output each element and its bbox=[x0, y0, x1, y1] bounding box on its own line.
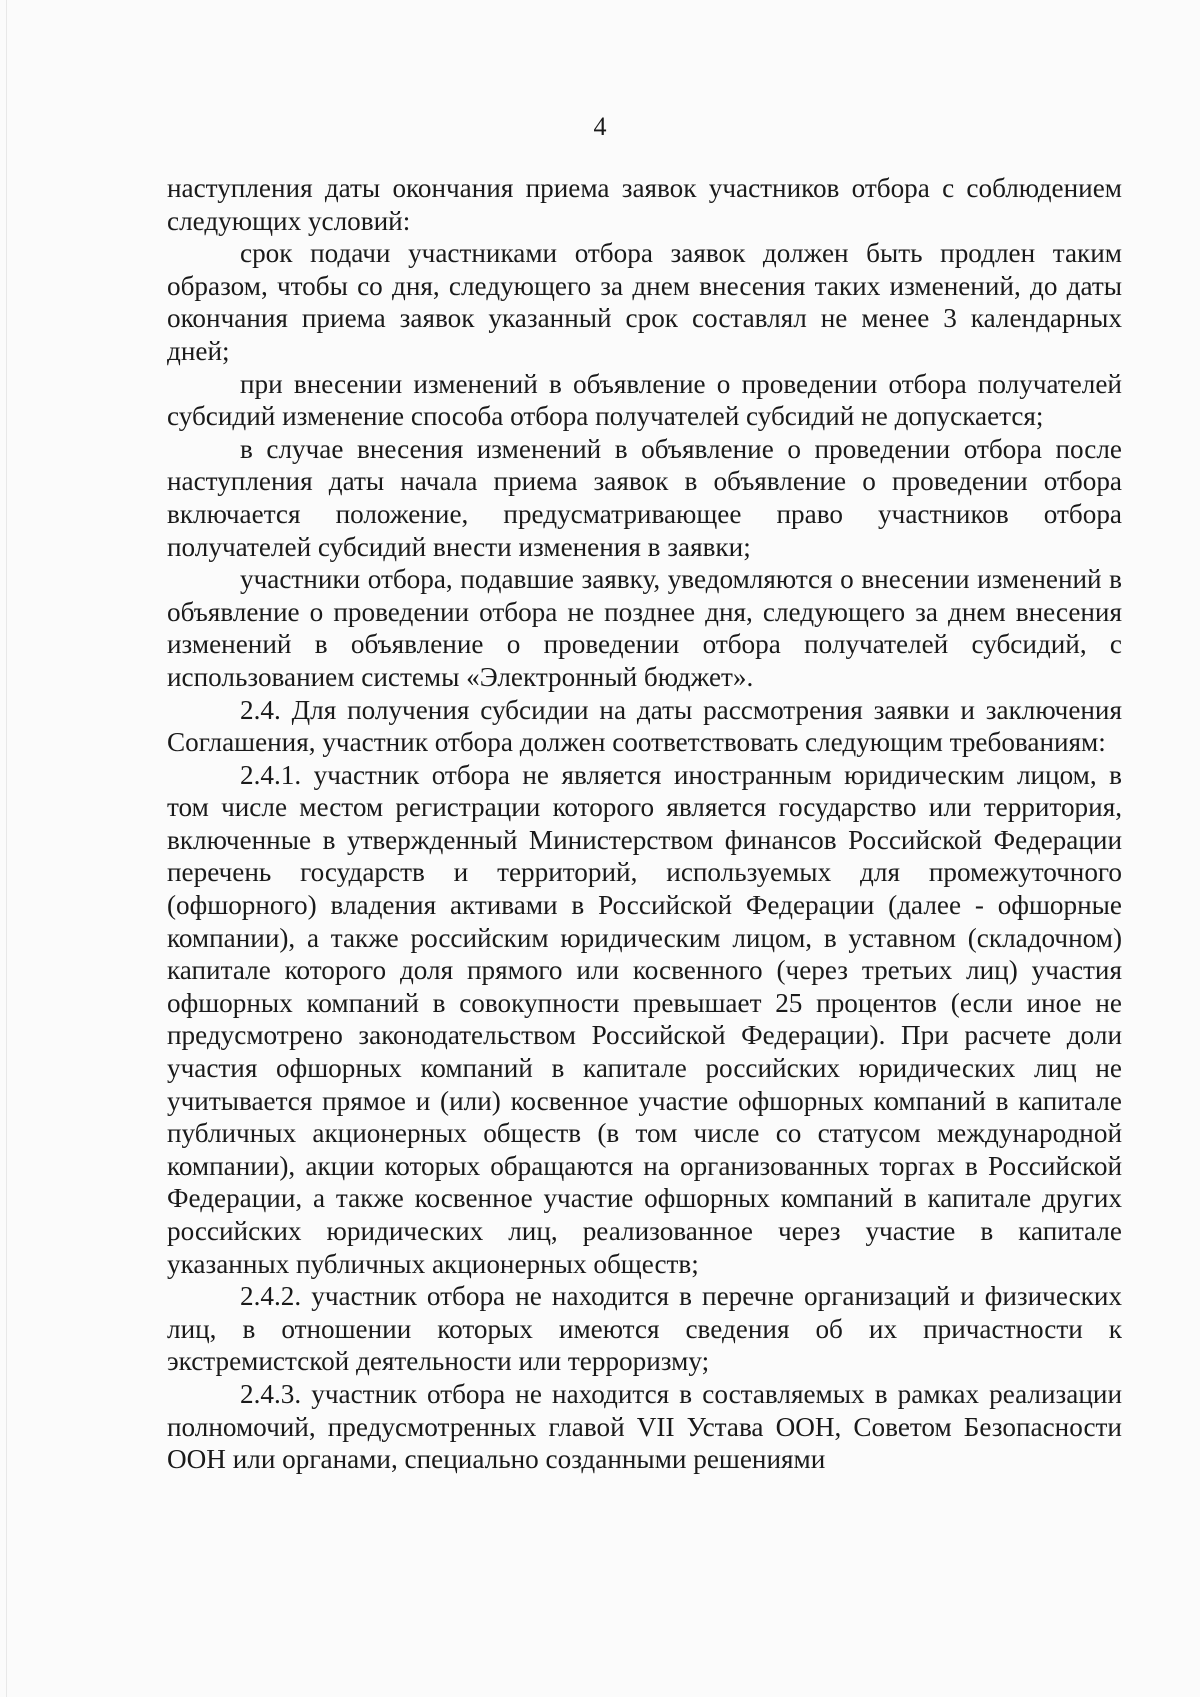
paragraph-section-2-4-2: 2.4.2. участник отбора не находится в перечне организаций и физических лиц, в отношении которых имеются сведения об их причастности к экстремистской деятельности или терроризму; bbox=[167, 1281, 1122, 1377]
page-number: 4 bbox=[593, 112, 607, 141]
paragraph-continuation: наступления даты окончания приема заявок участников отбора с соблюдением следующих условий: bbox=[167, 173, 1122, 236]
paragraph-changes-after-start: в случае внесения изменений в объявление о проведении отбора после наступления даты начала приема заявок в объявление о проведении отбора включается положение, предусматривающее право участников отбора получателей субсидий внести изменения в заявки; bbox=[167, 433, 1122, 562]
paragraph-deadline-extension: срок подачи участниками отбора заявок должен быть продлен таким образом, чтобы со дня, следующего за днем внесения таких изменений, до даты окончания приема заявок указанный срок составлял не менее 3 календарных дней; bbox=[167, 238, 1122, 366]
paragraph-section-2-4-3: 2.4.3. участник отбора не находится в составляемых в рамках реализации полномочий, предусмотренных главой VII Устава ООН, Советом Безопасности ООН или органами, специально созданными решениями bbox=[167, 1378, 1122, 1475]
paragraph-method-change: при внесении изменений в объявление о проведении отбора получателей субсидий изменение способа отбора получателей субсидий не допускается; bbox=[167, 368, 1122, 432]
paragraph-section-2-4-1: 2.4.1. участник отбора не является иностранным юридическим лицом, в том числе местом регистрации которого является государство или территория, включенные в утвержденный Министерством финансов Российской Федерации перечень государств и территорий, используемых для промежуточного (офшорного) владения активами в Российской Федерации (далее - офшорные компании), а также российским юридическим лицом, в уставном (складочном) капитале которого доля прямого или косвенного (через третьих лиц) участия офшорных компаний в совокупности превышает 25 процентов (если иное не предусмотрено законодательством Российской Федерации). При расчете доли участия офшорных компаний в капитале российских юридических лиц не учитывается прямое и (или) косвенное участие офшорных компаний в капитале публичных акционерных обществ (в том числе со статусом международной компании), акции которых обращаются на организованных торгах в Российской Федерации, а также косвенное участие офшорных компаний в капитале других российских юридических лиц, реализованное через участие в капитале указанных публичных акционерных обществ; bbox=[167, 759, 1122, 1279]
document-body bbox=[167, 172, 1122, 1476]
scan-edge-line bbox=[6, 0, 7, 1697]
paragraph-notification: участники отбора, подавшие заявку, уведомляются о внесении изменений в объявление о проведении отбора не позднее дня, следующего за днем внесения изменений в объявление о проведении отбора получателей субсидий, с использованием системы «Электронный бюджет». bbox=[167, 564, 1122, 692]
paragraph-section-2-4: 2.4. Для получения субсидии на даты рассмотрения заявки и заключения Соглашения, участник отбора должен соответствовать следующим требованиям: bbox=[167, 694, 1122, 758]
